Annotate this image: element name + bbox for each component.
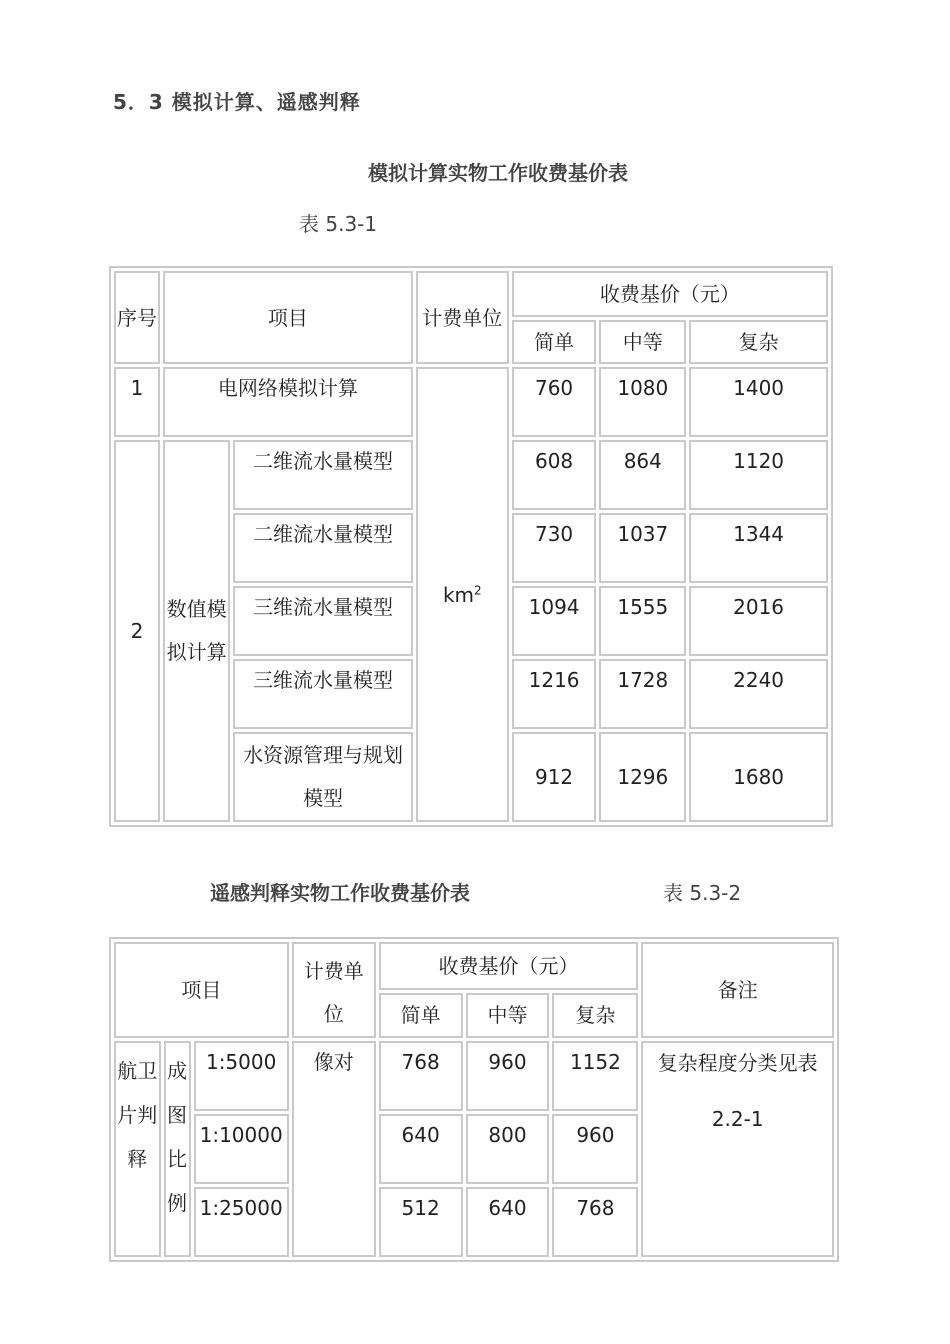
- subcategory-cell: [164, 1041, 191, 1257]
- header-complex: 复杂: [689, 320, 828, 364]
- unit-cell: [416, 367, 509, 822]
- price-medium: 640: [466, 1187, 550, 1257]
- unit-value: km: [442, 582, 475, 607]
- table2-title: 遥感判释实物工作收费基价表: [210, 881, 470, 905]
- row-item-label: 水资源管理与规划模型: [243, 743, 404, 810]
- price-complex: 1344: [689, 513, 828, 583]
- price-medium: 960: [466, 1041, 550, 1111]
- price-simple: 760: [512, 367, 597, 437]
- price-simple: 768: [379, 1041, 463, 1111]
- price-simple: 608: [512, 440, 597, 510]
- header-price: 收费基价（元）: [379, 942, 639, 990]
- price-medium: 800: [466, 1114, 550, 1184]
- category-label: 航卫片判释: [117, 1059, 158, 1171]
- header-seq: 序号: [114, 271, 160, 364]
- unit-cell: 像对: [292, 1041, 376, 1257]
- header-simple: 简单: [379, 993, 463, 1038]
- simulation-price-table: [109, 266, 833, 827]
- row-item: [233, 732, 413, 822]
- header-unit: 计费单位: [416, 271, 509, 364]
- row-item: 二维流水量模型: [233, 440, 413, 510]
- price-complex: 2016: [689, 586, 828, 656]
- price-complex: 768: [552, 1187, 638, 1257]
- category-label: 数值模拟计算: [166, 597, 227, 664]
- row-seq: 1: [114, 367, 160, 437]
- unit-superscript: 2: [474, 582, 482, 597]
- price-medium: 1037: [599, 513, 686, 583]
- price-simple: 640: [379, 1114, 463, 1184]
- remark-text: 复杂程度分类见表 2.2-1: [657, 1051, 818, 1131]
- section-heading: 5．3 模拟计算、遥感判释: [113, 90, 361, 114]
- table1-title: 模拟计算实物工作收费基价表: [368, 161, 628, 185]
- header-item: 项目: [114, 942, 289, 1038]
- price-simple: 1094: [512, 586, 597, 656]
- price-complex: 1152: [552, 1041, 638, 1111]
- header-unit: [292, 942, 376, 1038]
- price-medium: 1555: [599, 586, 686, 656]
- row-item: 二维流水量模型: [233, 513, 413, 583]
- price-simple: 512: [379, 1187, 463, 1257]
- category-cell: [163, 440, 230, 822]
- remark-cell: [641, 1041, 834, 1257]
- scale-cell: 1:25000: [194, 1187, 289, 1257]
- table1-number: 表 5.3-1: [299, 212, 378, 236]
- row-seq: 2: [114, 440, 160, 822]
- header-medium: 中等: [599, 320, 686, 364]
- table2-number: 表 5.3-2: [663, 881, 742, 905]
- price-complex: 1120: [689, 440, 828, 510]
- header-remark: 备注: [641, 942, 834, 1038]
- header-unit-label: 计费单位: [303, 959, 364, 1026]
- price-medium: 1296: [599, 732, 686, 822]
- subcategory-label: 成图比例: [167, 1059, 188, 1215]
- price-simple: 730: [512, 513, 597, 583]
- header-medium: 中等: [466, 993, 550, 1038]
- row-item: 三维流水量模型: [233, 586, 413, 656]
- price-medium: 864: [599, 440, 686, 510]
- scale-cell: 1:5000: [194, 1041, 289, 1111]
- row-item: 电网络模拟计算: [163, 367, 413, 437]
- price-complex: 960: [552, 1114, 638, 1184]
- header-complex: 复杂: [552, 993, 638, 1038]
- price-medium: 1728: [599, 659, 686, 729]
- price-complex: 1400: [689, 367, 828, 437]
- price-simple: 1216: [512, 659, 597, 729]
- row-item: 三维流水量模型: [233, 659, 413, 729]
- price-complex: 2240: [689, 659, 828, 729]
- header-item: 项目: [163, 271, 413, 364]
- remote-sensing-price-table: [109, 937, 839, 1262]
- category-cell: [114, 1041, 161, 1257]
- header-simple: 简单: [512, 320, 597, 364]
- price-medium: 1080: [599, 367, 686, 437]
- header-price: 收费基价（元）: [512, 271, 828, 317]
- price-simple: 912: [512, 732, 597, 822]
- price-complex: 1680: [689, 732, 828, 822]
- scale-cell: 1:10000: [194, 1114, 289, 1184]
